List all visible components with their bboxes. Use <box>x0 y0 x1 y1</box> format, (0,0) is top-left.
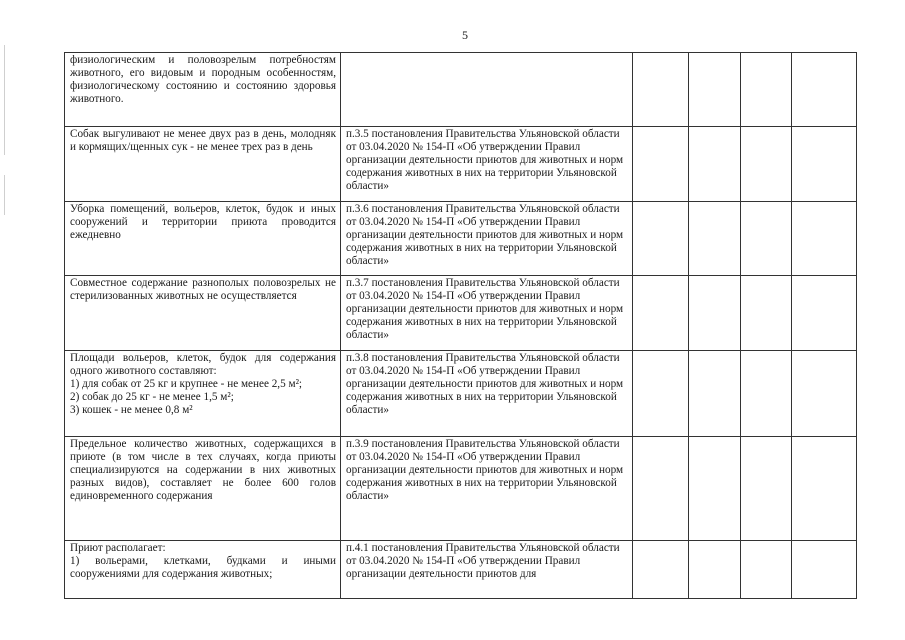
requirement-cell: Собак выгуливают не менее двух раз в день, молодняк и кормящих/щенных сук - не менее трех раз в день <box>65 127 341 202</box>
requirements-table <box>64 52 857 599</box>
check-cell <box>633 53 689 127</box>
check-cell <box>689 437 741 541</box>
check-cell <box>689 541 741 599</box>
requirement-cell: Уборка помещений, вольеров, клеток, будок и иных сооружений и территории приюта проводится ежедневно <box>65 202 341 276</box>
requirement-line: 1) вольерами, клетками, будками и иными сооружениями для содержания животных; <box>70 554 336 580</box>
check-cell <box>792 127 857 202</box>
scan-margin-mark <box>4 45 5 155</box>
table-row <box>65 351 857 437</box>
check-cell <box>741 276 792 351</box>
table-row <box>65 276 857 351</box>
table-row <box>65 541 857 599</box>
requirement-line: 3) кошек - не менее 0,8 м² <box>70 403 193 416</box>
check-cell <box>689 351 741 437</box>
reference-cell: п.3.8 постановления Правительства Ульяновской области от 03.04.2020 № 154-П «Об утверждении Правил организации деятельности приютов для животных и норм содержания животных в них на территории Ульяновской области» <box>341 351 633 437</box>
table-row <box>65 202 857 276</box>
check-cell <box>633 351 689 437</box>
reference-cell <box>341 53 633 127</box>
check-cell <box>741 351 792 437</box>
check-cell <box>792 202 857 276</box>
reference-cell: п.4.1 постановления Правительства Ульяновской области от 03.04.2020 № 154-П «Об утверждении Правил организации деятельности приютов для <box>341 541 633 599</box>
check-cell <box>633 437 689 541</box>
check-cell <box>633 202 689 276</box>
requirement-line: Площади вольеров, клеток, будок для содержания одного животного составляют: <box>70 352 336 377</box>
check-cell <box>741 127 792 202</box>
table-row <box>65 127 857 202</box>
check-cell <box>741 437 792 541</box>
check-cell <box>792 351 857 437</box>
requirement-line: 1) для собак от 25 кг и крупнее - не менее 2,5 м²; <box>70 377 303 390</box>
check-cell <box>792 276 857 351</box>
requirement-cell <box>65 351 341 437</box>
page-number: 5 <box>462 28 468 42</box>
check-cell <box>689 127 741 202</box>
check-cell <box>792 53 857 127</box>
check-cell <box>633 127 689 202</box>
check-cell <box>689 276 741 351</box>
check-cell <box>689 202 741 276</box>
check-cell <box>792 541 857 599</box>
requirement-cell: Предельное количество животных, содержащихся в приюте (в том числе в тех случаях, когда приюты специализируются на содержании в них животных разных видов), составляет не более 600 голов единовременного содержания <box>65 437 341 541</box>
check-cell <box>741 202 792 276</box>
reference-cell: п.3.7 постановления Правительства Ульяновской области от 03.04.2020 № 154-П «Об утверждении Правил организации деятельности приютов для животных и норм содержания животных в них на территории Ульяновской области» <box>341 276 633 351</box>
requirement-line: 2) собак до 25 кг - не менее 1,5 м²; <box>70 390 234 403</box>
scan-margin-mark <box>4 175 5 215</box>
check-cell <box>741 53 792 127</box>
check-cell <box>633 541 689 599</box>
check-cell <box>689 53 741 127</box>
table-row <box>65 53 857 127</box>
requirement-cell: физиологическим и половозрелым потребностям животного, его видовым и породным особенностям, физиологическому состоянию и состоянию здоровья животного. <box>65 53 341 127</box>
check-cell <box>633 276 689 351</box>
check-cell <box>792 437 857 541</box>
reference-cell: п.3.6 постановления Правительства Ульяновской области от 03.04.2020 № 154-П «Об утверждении Правил организации деятельности приютов для животных и норм содержания животных в них на территории Ульяновской области» <box>341 202 633 276</box>
table-row <box>65 437 857 541</box>
requirement-line: Приют располагает: <box>70 542 166 554</box>
requirement-cell: Совместное содержание разнополых половозрелых не стерилизованных животных не осуществляется <box>65 276 341 351</box>
check-cell <box>741 541 792 599</box>
reference-cell: п.3.5 постановления Правительства Ульяновской области от 03.04.2020 № 154-П «Об утверждении Правил организации деятельности приютов для животных и норм содержания животных в них на территории Ульяновской области» <box>341 127 633 202</box>
requirement-cell <box>65 541 341 599</box>
reference-cell: п.3.9 постановления Правительства Ульяновской области от 03.04.2020 № 154-П «Об утверждении Правил организации деятельности приютов для животных и норм содержания животных в них на территории Ульяновской области» <box>341 437 633 541</box>
